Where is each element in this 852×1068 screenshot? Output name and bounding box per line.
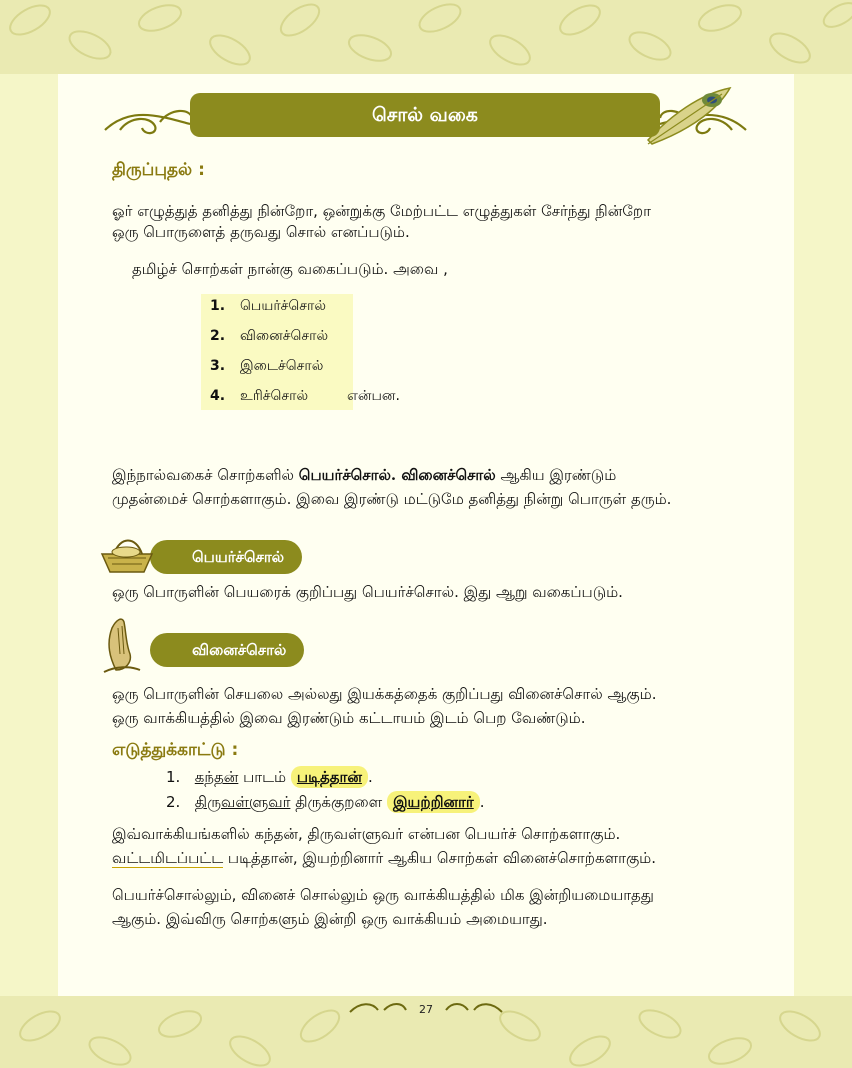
example-item bbox=[166, 793, 485, 813]
list-item bbox=[210, 358, 323, 376]
summary-line-2: முதன்மைச் சொற்களாகும். இவை இரண்டு மட்டுமே தனித்து நின்று பொருள் தரும். bbox=[112, 490, 672, 508]
noun-definition: ஒரு பொருளின் பெயரைக் குறிப்பது பெயர்ச்சொல். இது ஆறு வகைப்படும். bbox=[112, 583, 623, 601]
right-margin bbox=[794, 74, 852, 996]
section-heading-examples: எடுத்துக்காட்டு : bbox=[112, 740, 239, 760]
list-label: உரிச்சொல் bbox=[240, 388, 309, 404]
page-number: 27 bbox=[419, 1003, 433, 1016]
list-number: 4. bbox=[210, 388, 226, 404]
list-label: வினைச்சொல் bbox=[240, 328, 329, 344]
closing-line-2: ஆகும். இவ்விரு சொற்களும் இன்றி ஒரு வாக்கியம் அமையாது. bbox=[112, 910, 548, 928]
example-subject: கந்தன் bbox=[194, 768, 239, 786]
section-heading-recap: திருப்புதல் : bbox=[112, 160, 205, 180]
closing-line-1: பெயர்ச்சொல்லும், வினைச் சொல்லும் ஒரு வாக்கியத்தில் மிக இன்றியமையாதது bbox=[112, 886, 654, 904]
list-item bbox=[210, 298, 326, 316]
example-number: 2. bbox=[166, 793, 181, 811]
explain-circled-word: வட்டமிடப்பட்ட bbox=[112, 849, 224, 867]
left-margin bbox=[0, 74, 58, 996]
basket-icon bbox=[96, 532, 158, 578]
verb-definition-line-2: ஒரு வாக்கியத்தில் இவை இரண்டும் கட்டாயம் இடம் பெற வேண்டும். bbox=[112, 709, 586, 727]
list-label: இடைச்சொல் bbox=[240, 358, 324, 374]
example-verb-highlight: இயற்றினார் bbox=[387, 791, 480, 813]
example-subject: திருவள்ளுவர் bbox=[194, 793, 291, 811]
list-number: 2. bbox=[210, 328, 226, 344]
example-object: பாடம் bbox=[243, 768, 287, 786]
example-end: . bbox=[367, 768, 373, 786]
intro-line-3: தமிழ்ச் சொற்கள் நான்கு வகைப்படும். அவை , bbox=[132, 260, 448, 278]
explain-line-2 bbox=[112, 846, 656, 871]
summary-pre: இந்நால்வகைச் சொற்களில் bbox=[112, 466, 299, 484]
intro-line-1: ஓர் எழுத்துத் தனித்து நின்றோ, ஒன்றுக்கு மேற்பட்ட எழுத்துகள் சேர்ந்து நின்றோ bbox=[112, 202, 651, 220]
leaf-pattern-icon bbox=[0, 0, 852, 74]
explain-rest: படித்தான், இயற்றினார் ஆகிய சொற்கள் வினைச்சொற்களாகும். bbox=[223, 849, 657, 867]
explain-line-1: இவ்வாக்கியங்களில் கந்தன், திருவள்ளுவர் என்பன பெயர்ச் சொற்களாகும். bbox=[112, 825, 621, 843]
list-tail: என்பன. bbox=[347, 388, 400, 404]
list-number: 3. bbox=[210, 358, 226, 374]
noun-tag: பெயர்ச்சொல் bbox=[150, 540, 302, 574]
intro-line-2: ஒரு பொருளைத் தருவது சொல் எனப்படும். bbox=[112, 223, 410, 241]
top-decorative-band bbox=[0, 0, 852, 74]
example-item bbox=[166, 768, 373, 788]
example-object: திருக்குறளை bbox=[295, 793, 383, 811]
list-item bbox=[210, 328, 328, 346]
verb-tag: வினைச்சொல் bbox=[150, 633, 304, 667]
summary-bold: பெயர்ச்சொல். வினைச்சொல் bbox=[298, 466, 496, 484]
example-end: . bbox=[479, 793, 485, 811]
list-label: பெயர்ச்சொல் bbox=[240, 298, 326, 314]
summary-line-1 bbox=[112, 463, 616, 488]
page-title: சொல் வகை bbox=[190, 93, 660, 137]
list-item bbox=[210, 388, 308, 406]
folded-hands-icon bbox=[96, 614, 146, 674]
example-number: 1. bbox=[166, 768, 181, 786]
verb-definition-line-1: ஒரு பொருளின் செயலை அல்லது இயக்கத்தைக் குறிப்பது வினைச்சொல் ஆகும். bbox=[112, 685, 657, 703]
example-verb-highlight: படித்தான் bbox=[291, 766, 368, 788]
list-number: 1. bbox=[210, 298, 226, 314]
summary-post: ஆகிய இரண்டும் bbox=[495, 466, 617, 484]
